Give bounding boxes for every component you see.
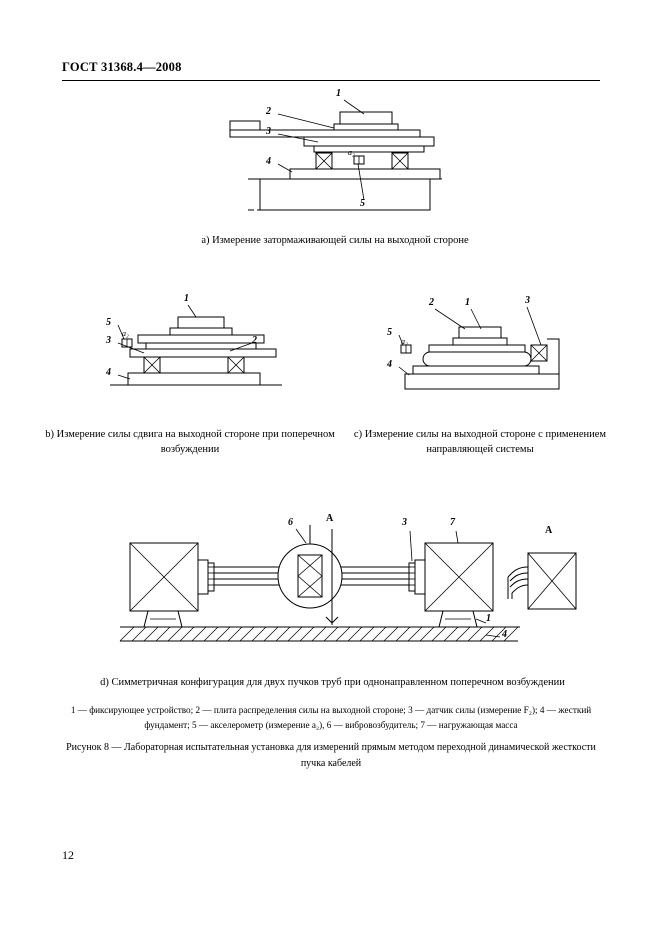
- label-d-3: 1: [486, 613, 491, 624]
- label-d-6: 6: [288, 517, 293, 528]
- label-c-5: 5: [387, 327, 392, 338]
- section-mark-a-view: A: [545, 525, 553, 536]
- label-d-4: 4: [502, 629, 507, 640]
- header-rule: [62, 80, 600, 81]
- label-c-3: 3: [525, 295, 530, 306]
- figure-legend: 1 — фиксирующее устройство; 2 — плита распределения силы на выходной стороне; 3 — датчик силы (измерение F₂); 4 — жесткий фундамент; 5 — акселерометр (измерение a₂), 6 — вибровозбудитель; 7 — нагружающая масса: [70, 705, 592, 730]
- label-b-a2: a₂: [122, 329, 129, 338]
- standard-header: ГОСТ 31368.4—2008: [62, 60, 182, 74]
- label-b-3: 3: [106, 335, 111, 346]
- page-number: 12: [62, 848, 74, 862]
- label-a-2: 2: [266, 106, 271, 117]
- label-a-3: 3: [266, 126, 271, 137]
- label-a-5: 5: [360, 198, 365, 209]
- label-b-2: 2: [252, 335, 257, 346]
- caption-a: a) Измерение затормаживающей силы на выходной стороне: [201, 235, 469, 246]
- label-a-4: 4: [266, 156, 271, 167]
- section-mark-a-top: A: [326, 513, 334, 524]
- label-a-1: 1: [336, 88, 341, 99]
- diagram-c: [387, 295, 605, 415]
- label-b-1: 1: [184, 293, 189, 304]
- caption-d: d) Симметричная конфигурация для двух пучков труб при однонаправленном поперечном возбуждении: [100, 677, 565, 688]
- label-c-2: 2: [429, 297, 434, 308]
- label-b-5: 5: [106, 317, 111, 328]
- diagram-b: [100, 295, 310, 415]
- label-d-1: 3: [402, 517, 407, 528]
- diagram-d: [120, 515, 590, 670]
- caption-b: b) Измерение силы сдвига на выходной стороне при поперечном возбуждении: [45, 429, 335, 456]
- label-a-a2: a₂: [348, 148, 355, 157]
- label-c-4: 4: [387, 359, 392, 370]
- label-c-a2: a₂: [401, 337, 408, 346]
- label-c-1: 1: [465, 297, 470, 308]
- caption-c: c) Измерение силы на выходной стороне с применением направляющей системы: [353, 429, 607, 456]
- label-b-4: 4: [106, 367, 111, 378]
- diagram-a: [230, 88, 480, 227]
- label-d-7: 7: [450, 517, 455, 528]
- figure-title: Рисунок 8 — Лабораторная испытательная установка для измерений прямым методом переходной динамической жесткости пучка кабелей: [66, 742, 596, 769]
